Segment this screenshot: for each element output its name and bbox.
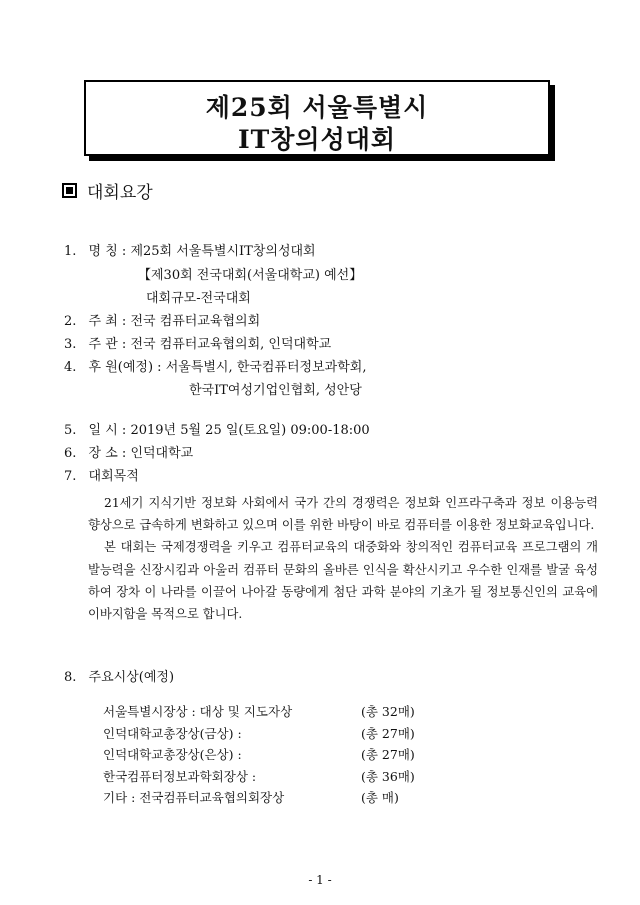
- list-item: [64, 356, 366, 375]
- list-item: [64, 310, 260, 329]
- section-heading-text: 대회요강: [87, 183, 153, 203]
- item-text: 대회목적: [88, 469, 139, 484]
- list-item: [64, 240, 316, 259]
- purpose-paragraph: 본 대회는 국제경쟁력을 키우고 컴퓨터교육의 대중화와 창의적인 컴퓨터교육 프로그램의 개발능력을 신장시킴과 아울러 컴퓨터 문화의 올바른 인식을 확산시키고 우수한 인재를 발굴 육성하여 장차 이 나라를 이끌어 나아갈 동량에게 첨단 과학 분야의 기초가 될 정보통신인의 교육에 이바지함을 목적으로 합니다.: [88, 540, 598, 622]
- award-name: 한국컴퓨터정보과학회장상 :: [103, 768, 257, 784]
- award-count: (총 매): [361, 790, 399, 805]
- award-name: 인덕대학교총장상(은상) :: [103, 747, 242, 762]
- item-text: 일 시 : 2019년 5월 25 일(토요일) 09:00-18:00: [88, 423, 370, 438]
- title-line-2: IT창의성대회: [237, 125, 397, 154]
- list-item: [64, 419, 370, 438]
- item-number: 7.: [64, 469, 77, 484]
- list-item: [189, 379, 362, 398]
- list-item: [146, 287, 251, 306]
- purpose-text: [88, 492, 598, 625]
- item-number: 2.: [64, 314, 77, 329]
- award-name: 기타 : 전국컴퓨터교육협의회장상: [103, 790, 285, 805]
- item-number: 6.: [64, 446, 77, 461]
- item-text: 대회규모-전국대회: [146, 291, 251, 306]
- award-name: 서울특별시장상 : 대상 및 지도자상: [103, 704, 293, 719]
- section-heading: [62, 178, 153, 203]
- award-count: (총 32매): [361, 704, 415, 719]
- purpose-paragraph: 21세기 지식기반 정보화 사회에서 국가 간의 경쟁력은 정보화 인프라구축과 정보 이용능력 향상으로 급속하게 변화하고 있으며 이를 위한 바탕이 바로 컴퓨터를 이용한 정보화교육입니다.: [88, 496, 598, 533]
- item-number: 1.: [64, 244, 77, 259]
- page-number: - 1 -: [308, 873, 332, 887]
- item-text: 명 칭 : 제25회 서울특별시IT창의성대회: [88, 244, 316, 259]
- title-line-1: 제25회 서울특별시: [205, 93, 429, 122]
- awards-heading-text: 주요시상(예정): [88, 670, 175, 685]
- award-count: (총 27매): [361, 747, 415, 762]
- item-number: 5.: [64, 423, 77, 438]
- item-text: 【제30회 전국대회(서울대학교) 예선】: [138, 268, 363, 283]
- filled-square-icon: [62, 183, 77, 198]
- list-item: [138, 264, 362, 283]
- award-count: (총 36매): [361, 768, 415, 784]
- title-box: [84, 80, 550, 156]
- item-text: 한국IT여성기업인협회, 성안당: [189, 383, 362, 398]
- list-item: [64, 465, 139, 484]
- list-item: [64, 333, 331, 352]
- item-number: 4.: [64, 360, 77, 375]
- item-number: 8.: [64, 670, 77, 685]
- award-count: (총 27매): [361, 725, 415, 741]
- item-text: 주 최 : 전국 컴퓨터교육협의회: [88, 314, 261, 329]
- item-text: 후 원(예정) : 서울특별시, 한국컴퓨터정보과학회,: [88, 360, 367, 375]
- item-number: 3.: [64, 337, 77, 352]
- award-name: 인덕대학교총장상(금상) :: [103, 725, 242, 741]
- item-text: 주 관 : 전국 컴퓨터교육협의회, 인덕대학교: [88, 337, 332, 352]
- list-item: [64, 442, 193, 461]
- awards-heading: [64, 666, 174, 685]
- item-text: 장 소 : 인덕대학교: [88, 446, 194, 461]
